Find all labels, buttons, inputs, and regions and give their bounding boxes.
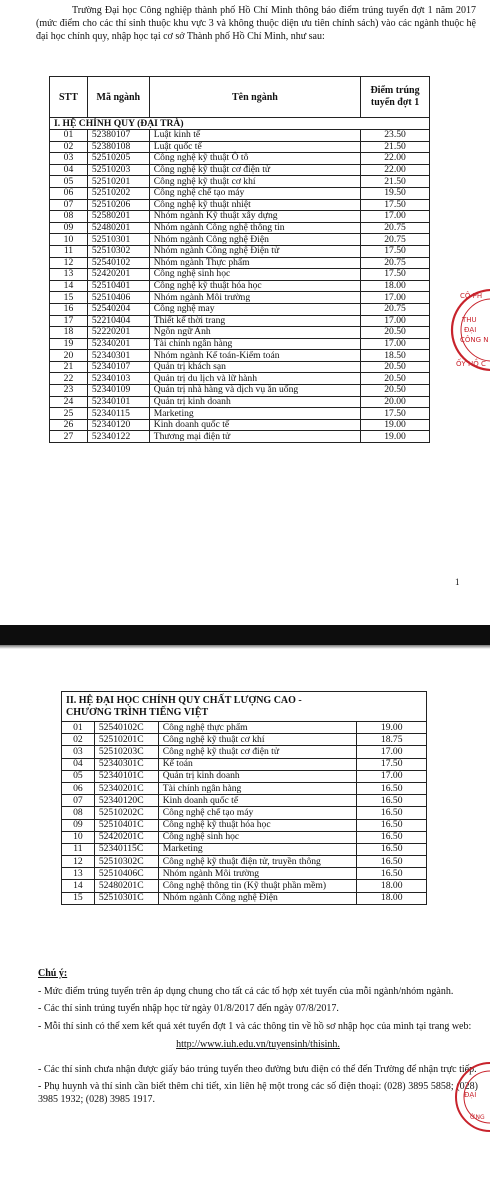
cell-stt: 14	[50, 280, 88, 292]
cell-code: 52340120	[87, 419, 149, 431]
cell-stt: 02	[62, 734, 95, 746]
cell-stt: 18	[50, 327, 88, 339]
cell-name: Quản trị kinh doanh	[158, 770, 357, 782]
cell-points: 20.75	[361, 257, 430, 269]
cell-name: Công nghệ sinh học	[158, 831, 357, 843]
table-row	[50, 419, 430, 431]
cell-stt: 19	[50, 338, 88, 350]
table-row	[62, 807, 427, 819]
table-row	[62, 722, 427, 734]
cell-points: 16.50	[357, 831, 427, 843]
cell-name: Marketing	[158, 843, 357, 855]
svg-text:ỐY HỒ C: ỐY HỒ C	[456, 360, 486, 368]
notes-title: Chú ý:	[38, 968, 68, 979]
cell-points: 16.50	[357, 782, 427, 794]
cell-code: 52420201C	[94, 831, 158, 843]
cell-code: 52380108	[87, 141, 149, 153]
table-row	[62, 868, 427, 880]
table-row	[50, 141, 430, 153]
cell-name: Kinh doanh quốc tế	[149, 419, 360, 431]
cell-points: 19.50	[361, 187, 430, 199]
note-item: - Mỗi thí sinh có thể xem kết quả xét tuyển đợt 1 và các thông tin về hồ sơ nhập học của mình tại trang web:	[38, 1020, 472, 1032]
table-row	[50, 292, 430, 304]
table-row	[62, 795, 427, 807]
cell-points: 20.50	[361, 373, 430, 385]
cell-name: Công nghệ sinh học	[149, 269, 360, 281]
cell-name: Nhóm ngành Thực phẩm	[149, 257, 360, 269]
cell-points: 17.50	[361, 408, 430, 420]
cell-name: Thiết kế thời trang	[149, 315, 360, 327]
cell-points: 22.00	[361, 153, 430, 165]
cell-code: 52510201C	[94, 734, 158, 746]
cell-code: 52340120C	[94, 795, 158, 807]
document-page-2	[0, 649, 490, 1182]
cell-code: 52510406	[87, 292, 149, 304]
cell-stt: 05	[50, 176, 88, 188]
red-seal-stamp-icon	[448, 282, 490, 378]
cell-name: Thương mại điện tử	[149, 431, 360, 443]
table-row	[50, 396, 430, 408]
cell-points: 20.50	[361, 385, 430, 397]
cell-points: 17.50	[361, 245, 430, 257]
cell-name: Công nghệ kỹ thuật hóa học	[149, 280, 360, 292]
cell-code: 52510406C	[94, 868, 158, 880]
cell-code: 52480201C	[94, 880, 158, 892]
header-points	[361, 77, 430, 118]
svg-text:THU: THU	[462, 316, 477, 324]
table-row	[62, 831, 427, 843]
table-row	[50, 385, 430, 397]
cell-code: 52220201	[87, 327, 149, 339]
table-row	[50, 408, 430, 420]
cell-code: 52340101C	[94, 770, 158, 782]
cell-stt: 15	[50, 292, 88, 304]
cell-code: 52210404	[87, 315, 149, 327]
cell-stt: 08	[50, 211, 88, 223]
table-row	[62, 843, 427, 855]
table-row	[50, 222, 430, 234]
cell-code: 52340201C	[94, 782, 158, 794]
cell-code: 52340115C	[94, 843, 158, 855]
cell-points: 19.00	[361, 431, 430, 443]
table-row	[50, 269, 430, 281]
cell-stt: 09	[62, 819, 95, 831]
cell-code: 52580201	[87, 211, 149, 223]
header-points-line1: Điểm trúng	[370, 85, 420, 96]
table-header-row	[50, 77, 430, 118]
cell-name: Công nghệ kỹ thuật điện tử, truyền thông	[158, 856, 357, 868]
cell-stt: 21	[50, 361, 88, 373]
cell-points: 18.00	[361, 280, 430, 292]
page-divider	[0, 625, 490, 645]
cell-code: 52480201	[87, 222, 149, 234]
cell-name: Công nghệ thực phẩm	[158, 722, 357, 734]
cell-points: 16.50	[357, 856, 427, 868]
cell-stt: 27	[50, 431, 88, 443]
svg-text:CÔ PH: CÔ PH	[460, 292, 483, 300]
cell-stt: 09	[50, 222, 88, 234]
table-row	[50, 350, 430, 362]
cell-name: Công nghệ kỹ thuật Ô tô	[149, 153, 360, 165]
cell-points: 20.75	[361, 303, 430, 315]
cell-code: 52510205	[87, 153, 149, 165]
cell-stt: 13	[62, 868, 95, 880]
section-title: I. HỆ CHÍNH QUY (ĐẠI TRÀ)	[50, 118, 430, 130]
cell-name: Ngôn ngữ Anh	[149, 327, 360, 339]
cell-points: 17.00	[357, 770, 427, 782]
cell-stt: 01	[50, 130, 88, 142]
cell-stt: 03	[62, 746, 95, 758]
cell-name: Marketing	[149, 408, 360, 420]
table-row	[50, 361, 430, 373]
cell-code: 52540102	[87, 257, 149, 269]
table-row	[50, 327, 430, 339]
table-row	[62, 782, 427, 794]
table-row	[50, 187, 430, 199]
cell-points: 22.00	[361, 164, 430, 176]
table-row	[50, 199, 430, 211]
table-row	[50, 431, 430, 443]
cell-points: 20.75	[361, 222, 430, 234]
cell-code: 52380107	[87, 130, 149, 142]
svg-text:ĐẠI: ĐẠI	[464, 326, 477, 334]
cell-stt: 17	[50, 315, 88, 327]
section-row-regular	[50, 118, 430, 130]
cell-stt: 04	[50, 164, 88, 176]
table-row	[50, 280, 430, 292]
table-row	[62, 819, 427, 831]
cell-points: 19.00	[357, 722, 427, 734]
cell-stt: 10	[62, 831, 95, 843]
note-item: - Các thí sinh chưa nhận được giấy báo trúng tuyển theo đường bưu điện có thể đến Trường để nhận trực tiếp.	[38, 1063, 477, 1075]
table-row	[50, 211, 430, 223]
cell-stt: 07	[50, 199, 88, 211]
cell-name: Tài chính ngân hàng	[158, 782, 357, 794]
cell-code: 52340301	[87, 350, 149, 362]
cell-name: Kinh doanh quốc tế	[158, 795, 357, 807]
table-row	[50, 257, 430, 269]
cell-points: 16.50	[357, 795, 427, 807]
cell-name: Tài chính ngân hàng	[149, 338, 360, 350]
cell-stt: 12	[62, 856, 95, 868]
cell-code: 52340122	[87, 431, 149, 443]
cell-code: 52540204	[87, 303, 149, 315]
cell-points: 20.50	[361, 327, 430, 339]
cell-code: 52510202C	[94, 807, 158, 819]
cell-points: 17.50	[361, 269, 430, 281]
cell-stt: 26	[50, 419, 88, 431]
cell-code: 52420201	[87, 269, 149, 281]
cell-points: 17.00	[357, 746, 427, 758]
cell-points: 17.00	[361, 338, 430, 350]
cell-points: 16.50	[357, 843, 427, 855]
cell-stt: 23	[50, 385, 88, 397]
cell-name: Quản trị du lịch và lữ hành	[149, 373, 360, 385]
cell-code: 52340301C	[94, 758, 158, 770]
cell-points: 20.50	[361, 361, 430, 373]
table-row	[62, 856, 427, 868]
cell-code: 52340201	[87, 338, 149, 350]
cell-name: Công nghệ may	[149, 303, 360, 315]
svg-text:ỜNG: ỜNG	[470, 1114, 485, 1121]
cell-code: 52340115	[87, 408, 149, 420]
cell-stt: 01	[62, 722, 95, 734]
cell-name: Nhóm ngành Môi trường	[158, 868, 357, 880]
cell-name: Nhóm ngành Môi trường	[149, 292, 360, 304]
table-row	[50, 164, 430, 176]
section-title-2	[62, 692, 427, 722]
cell-stt: 25	[50, 408, 88, 420]
cell-points: 18.00	[357, 880, 427, 892]
cell-name: Công nghệ kỹ thuật cơ điện tử	[158, 746, 357, 758]
cell-stt: 04	[62, 758, 95, 770]
cell-stt: 07	[62, 795, 95, 807]
intro-paragraph: Trường Đại học Công nghiệp thành phố Hồ Chí Minh thông báo điểm trúng tuyển đợt 1 năm 2017 (mức điểm cho các thí sinh thuộc khu vực 3 và không thuộc diện ưu tiên chính sách) vào các ngành thuộc hệ đại học chính quy, nhập học tại cơ sở Thành phố Hồ Chí Minh, như sau:	[36, 5, 476, 42]
section-row-high-quality	[62, 692, 427, 722]
note-item: - Các thí sinh trúng tuyển nhập học từ ngày 01/8/2017 đến ngày 07/8/2017.	[38, 1003, 339, 1014]
cell-name: Công nghệ kỹ thuật cơ khí	[149, 176, 360, 188]
cell-points: 23.50	[361, 130, 430, 142]
cell-points: 17.00	[361, 292, 430, 304]
cell-name: Nhóm ngành Công nghệ thông tin	[149, 222, 360, 234]
cell-stt: 08	[62, 807, 95, 819]
cell-points: 16.50	[357, 819, 427, 831]
website-link[interactable]: http://www.iuh.edu.vn/tuyensinh/thisinh.	[176, 1039, 340, 1050]
cell-name: Công nghệ chế tạo máy	[158, 807, 357, 819]
cell-points: 18.75	[357, 734, 427, 746]
header-name: Tên ngành	[149, 77, 360, 118]
header-code: Mã ngành	[87, 77, 149, 118]
section-title-2-line1: II. HỆ ĐẠI HỌC CHÍNH QUY CHẤT LƯỢNG CAO -	[66, 694, 302, 706]
table-row	[62, 758, 427, 770]
cell-stt: 15	[62, 892, 95, 904]
table-row	[62, 892, 427, 904]
table-row	[62, 770, 427, 782]
cell-name: Công nghệ kỹ thuật nhiệt	[149, 199, 360, 211]
table-row	[50, 130, 430, 142]
cell-code: 52510401	[87, 280, 149, 292]
cell-stt: 10	[50, 234, 88, 246]
cell-code: 52510206	[87, 199, 149, 211]
cell-points: 18.00	[357, 892, 427, 904]
table-row	[50, 234, 430, 246]
cell-stt: 12	[50, 257, 88, 269]
cell-name: Công nghệ kỹ thuật cơ điện tử	[149, 164, 360, 176]
cell-code: 52510401C	[94, 819, 158, 831]
cell-points: 20.75	[361, 234, 430, 246]
cell-name: Quản trị nhà hàng và dịch vụ ăn uống	[149, 385, 360, 397]
note-item: - Mức điểm trúng tuyển trên áp dụng chung cho tất cả các tổ hợp xét tuyển của mỗi ngành/nhóm ngành.	[38, 985, 454, 997]
cell-points: 16.50	[357, 868, 427, 880]
table-row	[62, 746, 427, 758]
cell-points: 21.50	[361, 141, 430, 153]
cell-code: 52510202	[87, 187, 149, 199]
cell-code: 52510302	[87, 245, 149, 257]
admission-scores-table-high-quality	[61, 691, 427, 905]
cell-points: 21.50	[361, 176, 430, 188]
cell-code: 52510301C	[94, 892, 158, 904]
cell-stt: 24	[50, 396, 88, 408]
table-row	[50, 315, 430, 327]
notes-section	[38, 968, 478, 1111]
cell-name: Công nghệ thông tin (Kỹ thuật phần mềm)	[158, 880, 357, 892]
cell-name: Nhóm ngành Kỹ thuật xây dựng	[149, 211, 360, 223]
cell-code: 52340109	[87, 385, 149, 397]
cell-stt: 22	[50, 373, 88, 385]
cell-stt: 16	[50, 303, 88, 315]
cell-stt: 05	[62, 770, 95, 782]
cell-stt: 02	[50, 141, 88, 153]
table-row	[50, 245, 430, 257]
cell-name: Công nghệ kỹ thuật hóa học	[158, 819, 357, 831]
table-row	[62, 880, 427, 892]
header-stt: STT	[50, 77, 88, 118]
cell-points: 17.50	[361, 199, 430, 211]
cell-points: 16.50	[357, 807, 427, 819]
cell-stt: 20	[50, 350, 88, 362]
cell-points: 19.00	[361, 419, 430, 431]
cell-code: 52340103	[87, 373, 149, 385]
table-row	[50, 338, 430, 350]
cell-points: 17.00	[361, 211, 430, 223]
cell-code: 52510203C	[94, 746, 158, 758]
cell-stt: 03	[50, 153, 88, 165]
cell-name: Nhóm ngành Kế toán-Kiểm toán	[149, 350, 360, 362]
cell-code: 52510201	[87, 176, 149, 188]
cell-name: Luật kinh tế	[149, 130, 360, 142]
cell-points: 17.00	[361, 315, 430, 327]
cell-stt: 14	[62, 880, 95, 892]
table-row	[50, 373, 430, 385]
cell-stt: 11	[62, 843, 95, 855]
header-points-line2: tuyển đợt 1	[370, 97, 420, 108]
cell-code: 52510302C	[94, 856, 158, 868]
cell-code: 52340107	[87, 361, 149, 373]
cell-points: 20.00	[361, 396, 430, 408]
cell-name: Kế toán	[158, 758, 357, 770]
cell-name: Nhóm ngành Công nghệ Điện	[158, 892, 357, 904]
cell-code: 52510203	[87, 164, 149, 176]
cell-code: 52510301	[87, 234, 149, 246]
cell-name: Nhóm ngành Công nghệ Điện tử	[149, 245, 360, 257]
table-row	[62, 734, 427, 746]
table-row	[50, 153, 430, 165]
table-row	[50, 303, 430, 315]
cell-stt: 06	[50, 187, 88, 199]
cell-name: Quản trị kinh doanh	[149, 396, 360, 408]
cell-name: Luật quốc tế	[149, 141, 360, 153]
table-row	[50, 176, 430, 188]
cell-stt: 11	[50, 245, 88, 257]
cell-points: 17.50	[357, 758, 427, 770]
cell-stt: 13	[50, 269, 88, 281]
page-number: 1	[455, 577, 460, 587]
cell-name: Công nghệ chế tạo máy	[149, 187, 360, 199]
cell-name: Quản trị khách sạn	[149, 361, 360, 373]
admission-scores-table-regular	[49, 76, 430, 443]
cell-name: Công nghệ kỹ thuật cơ khí	[158, 734, 357, 746]
cell-points: 18.50	[361, 350, 430, 362]
section-title-2-line2: CHƯƠNG TRÌNH TIẾNG VIỆT	[66, 706, 209, 718]
cell-name: Nhóm ngành Công nghệ Điện	[149, 234, 360, 246]
note-item: - Phụ huynh và thí sinh cần biết thêm chi tiết, xin liên hệ một trong các số điện thoại: (028) 3895 5858; (028) 3985 1932; (028) 3985 1917.	[38, 1081, 478, 1105]
svg-text:ĐẠI: ĐẠI	[464, 1091, 477, 1099]
cell-code: 52340101	[87, 396, 149, 408]
svg-text:CÔNG N: CÔNG N	[460, 336, 489, 344]
cell-stt: 06	[62, 782, 95, 794]
cell-code: 52540102C	[94, 722, 158, 734]
